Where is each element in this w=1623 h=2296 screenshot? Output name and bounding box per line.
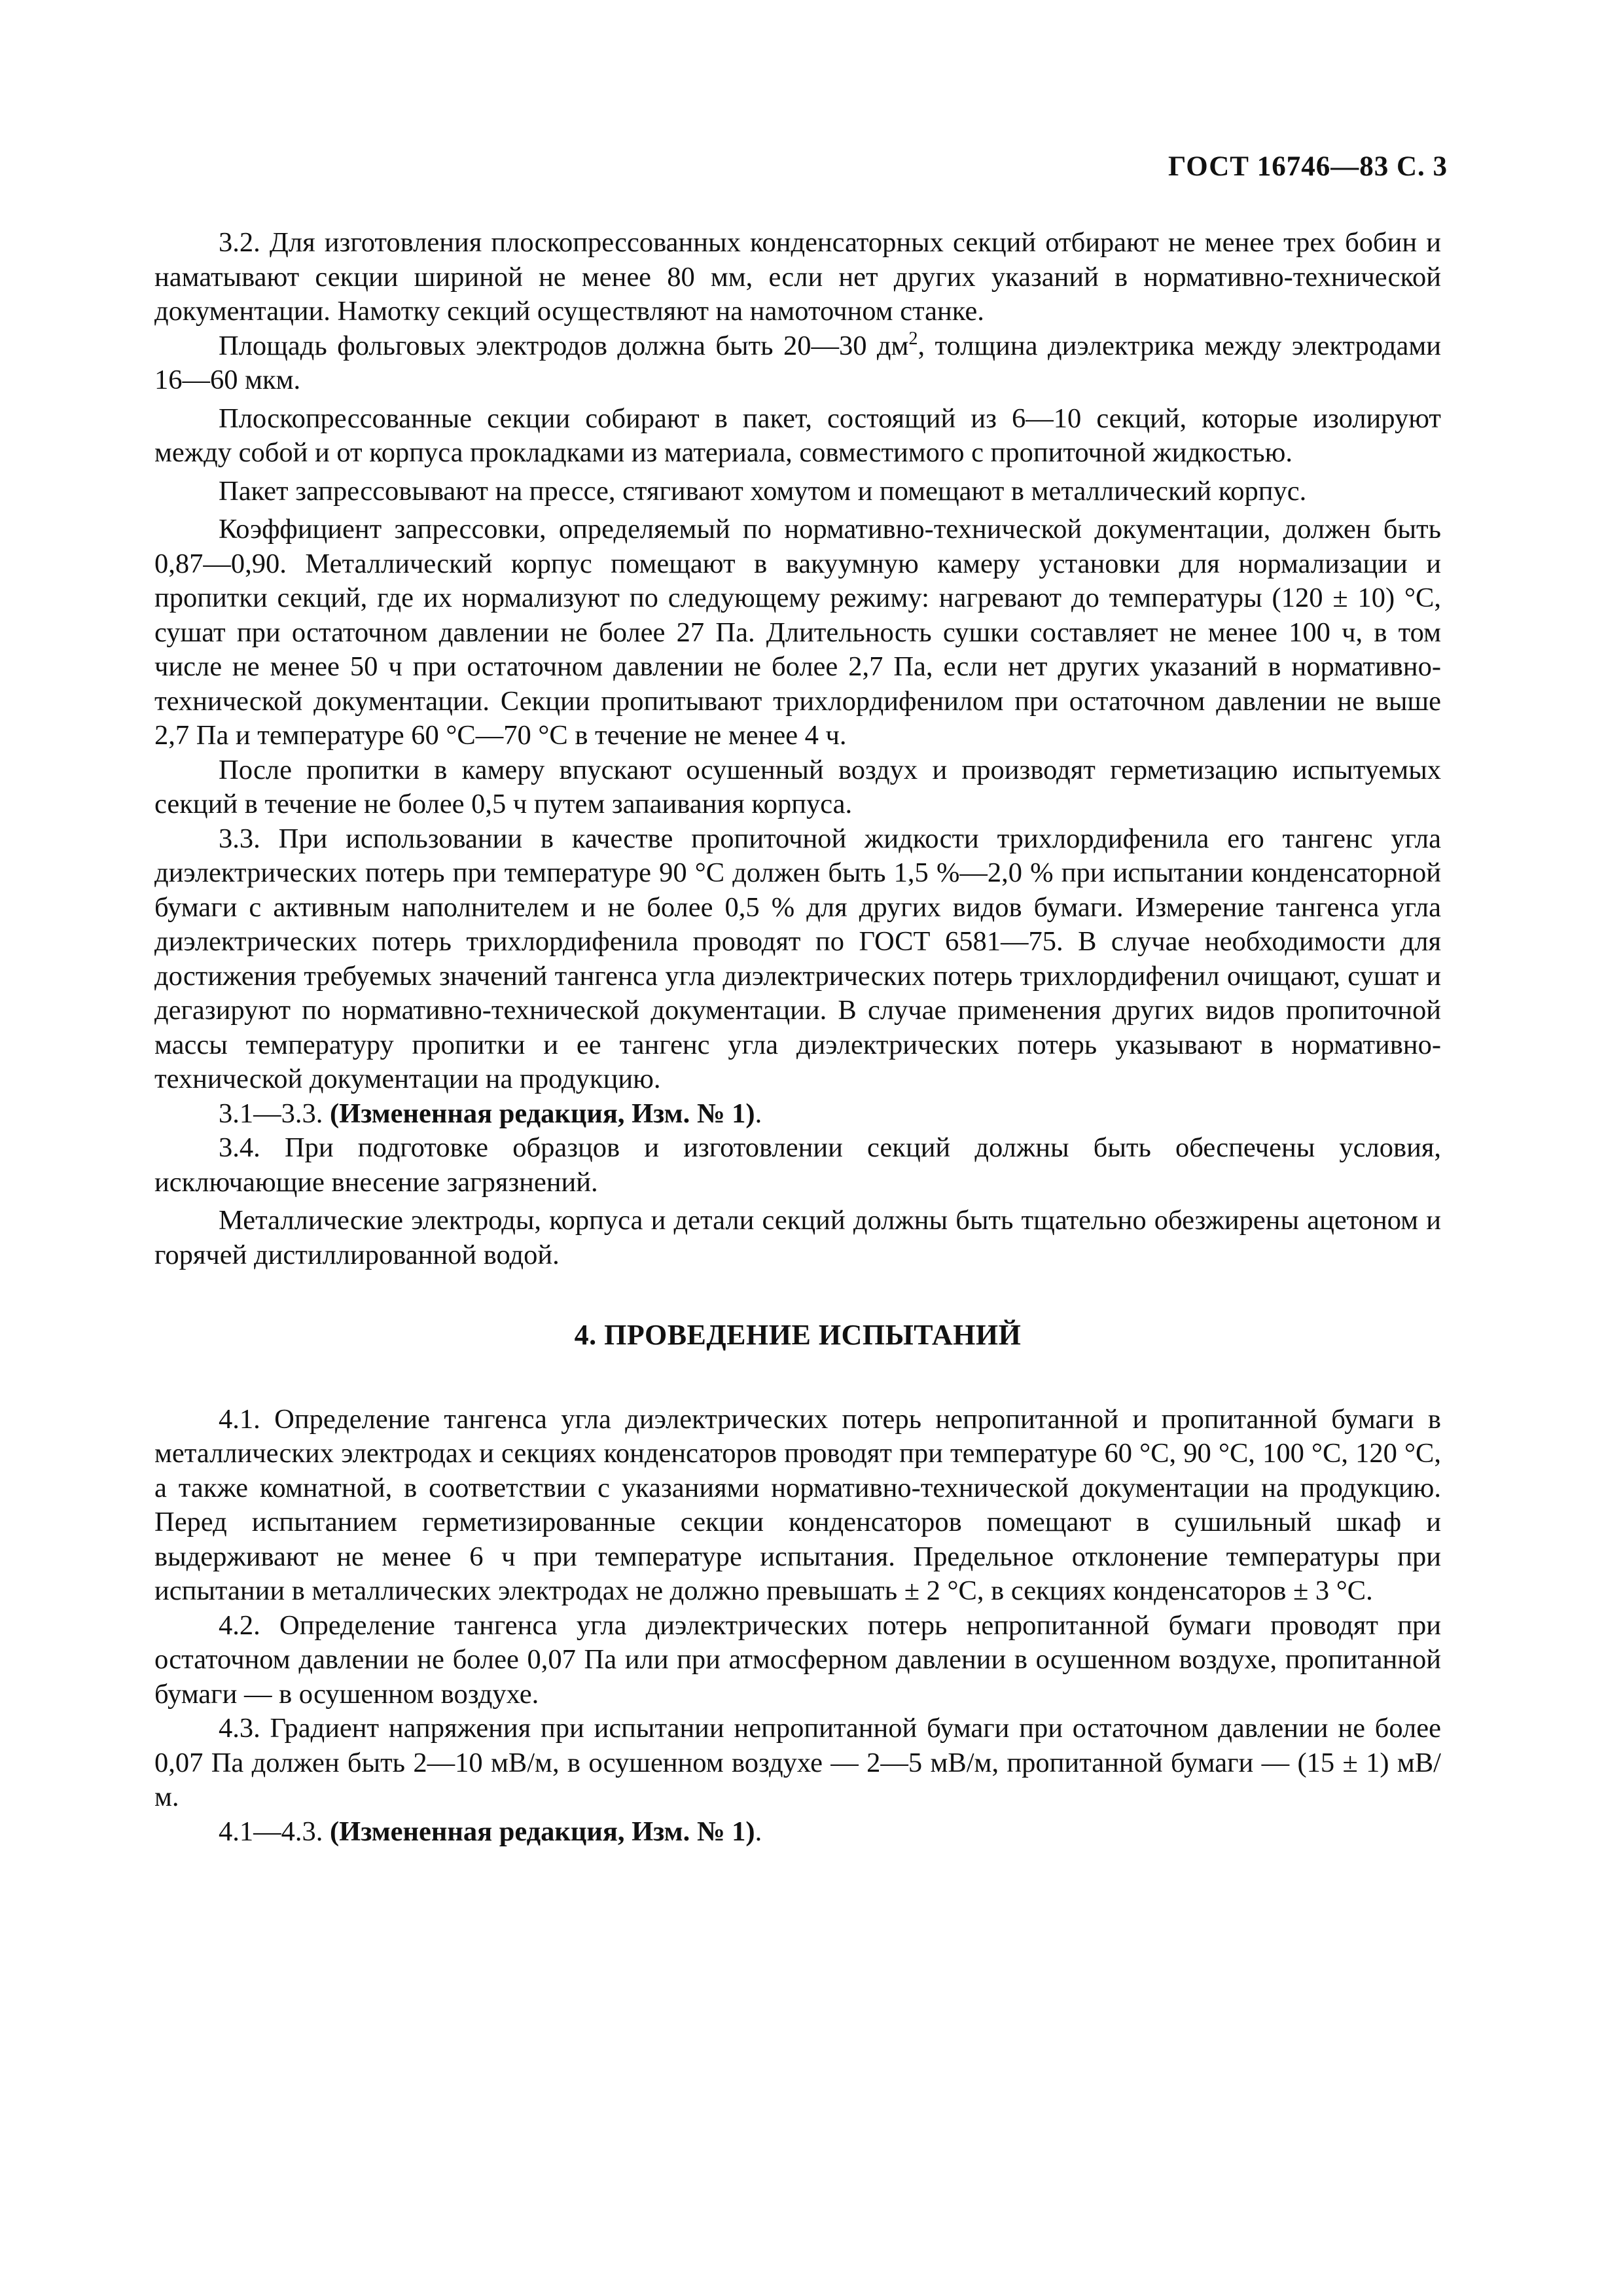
- paragraph-3-2-electrode-area: [154, 329, 1441, 398]
- paragraph-3-4-degrease: Металлические электроды, корпуса и детали секций должны быть тщательно обезжирены ацетоном и горячей дистиллированной водой.: [154, 1205, 1441, 1270]
- text-run: , толщина диэлектрика между электродами 16—60 мкм.: [154, 330, 1441, 395]
- paragraph-3-2-press: Пакет запрессовывают на прессе, стягивают хомутом и помещают в металлический корпус.: [219, 475, 1307, 507]
- amendment-label: (Измененная редакция, Изм. № 1): [330, 1816, 755, 1847]
- paragraph-4-3: 4.3. Градиент напряжения при испытании непропитанной бумаги при остаточном давлении не более 0,07 Па должен быть 2—10 мВ/м, в осушенном воздухе — 2—5 мВ/м, пропитанной бумаги — (15 ± 1) мВ/м.: [154, 1713, 1441, 1812]
- paragraph-3-2-package: Плоскопрессованные секции собирают в пакет, состоящий из 6—10 секций, которые изолируют между собой и от корпуса прокладками из материала, совместимого с пропиточной жидкостью.: [154, 403, 1441, 468]
- text-run: Площадь фольговых электродов должна быть 20—30 дм: [219, 330, 909, 361]
- amendment-label: (Измененная редакция, Изм. № 1): [330, 1098, 755, 1129]
- paragraph-4-1: 4.1. Определение тангенса угла диэлектрических потерь непропитанной и пропитанной бумаги в металлических электродах и секциях конденсаторов проводят при температуре 60 °С, 90 °С, 100 °С, 120 °С, а также комнатной, в соответствии с указаниями нормативно-технической документации на продукцию. Перед испытанием герметизированные секции конденсаторов помещают в сушильный шкаф и выдерживают не менее 6 ч при температуре испытания. Предельное отклонение температуры при испытании в металлических электродах не должно превышать ± 2 °С, в секциях конденсаторов ± 3 °С.: [154, 1403, 1441, 1606]
- document-body: [154, 226, 1441, 1849]
- amendment-range: 3.1—3.3.: [219, 1098, 330, 1129]
- amendment-range: 4.1—4.3.: [219, 1816, 330, 1847]
- paragraph-4-2: 4.2. Определение тангенса угла диэлектрических потерь непропитанной бумаги проводят при остаточном давлении не более 0,07 Па или при атмосферном давлении в осушенном воздухе, пропитанной бумаги — в осушенном воздухе.: [154, 1609, 1441, 1710]
- paragraph-3-3: 3.3. При использовании в качестве пропиточной жидкости трихлордифенила его тангенс угла диэлектрических потерь при температуре 90 °С должен быть 1,5 %—2,0 % при испытании конденсаторной бумаги с активным наполнителем и не более 0,5 % для других видов бумаги. Измерение тангенса угла диэлектрических потерь трихлордифенила проводят по ГОСТ 6581—75. В случае необходимости для достижения требуемых значений тангенса угла диэлектрических потерь трихлордифенил очищают, сушат и дегазируют по нормативно-технической документации. В случае применения других видов пропиточной массы температуру пропитки и ее тангенс угла диэлектрических потерь указывают в нормативно-технической документации на продукцию.: [154, 823, 1441, 1094]
- paragraph-3-4: 3.4. При подготовке образцов и изготовлении секций должны быть обеспечены условия, исключающие внесение загрязнений.: [154, 1132, 1441, 1198]
- amendment-period: .: [755, 1098, 762, 1129]
- paragraph-3-2-coefficient: Коэффициент запрессовки, определяемый по нормативно-технической документации, должен быть 0,87—0,90. Металлический корпус помещают в вакуумную камеру установки для нормализации и пропитки секций, где их нормализуют по следующему режиму: нагревают до температуры (120 ± 10) °С, сушат при остаточном давлении не более 27 Па. Длительность сушки составляет не менее 100 ч, в том числе не менее 50 ч при остаточном давлении не более 2,7 Па, если нет других указаний в нормативно-технической документации. Секции пропитывают трихлордифенилом при остаточном давлении не выше 2,7 Па и температуре 60 °С—70 °С в течение не менее 4 ч.: [154, 514, 1441, 751]
- amendment-note-3: [154, 1097, 1441, 1132]
- paragraph-3-2: 3.2. Для изготовления плоскопрессованных конденсаторных секций отбирают не менее трех бобин и наматывают секции шириной не менее 80 мм, если нет других указаний в нормативно-технической документации. Намотку секций осуществляют на намоточном станке.: [154, 227, 1441, 327]
- page-header: ГОСТ 16746—83 С. 3: [1168, 151, 1448, 182]
- amendment-note-4: [154, 1815, 1441, 1850]
- paragraph-3-2-sealing: После пропитки в камеру впускают осушенный воздух и производят герметизацию испытуемых секций в течение не более 0,5 ч путем запаивания корпуса.: [154, 754, 1441, 819]
- section-4-heading: 4. ПРОВЕДЕНИЕ ИСПЫТАНИЙ: [574, 1319, 1022, 1351]
- superscript: 2: [908, 328, 918, 349]
- amendment-period: .: [755, 1816, 762, 1847]
